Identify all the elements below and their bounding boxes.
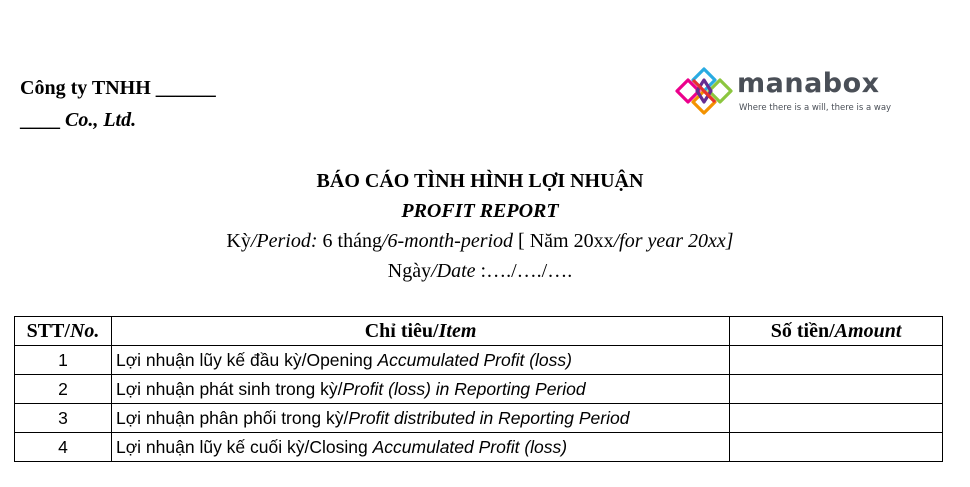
row-number: 4 bbox=[15, 433, 112, 462]
row-item-en: Accumulated Profit (loss) bbox=[377, 349, 572, 370]
row-number: 3 bbox=[15, 404, 112, 433]
row-item-en: Profit distributed in Reporting Period bbox=[348, 407, 630, 428]
report-title-vi: BÁO CÁO TÌNH HÌNH LỢI NHUẬN bbox=[316, 170, 644, 192]
period-year-vi: [ Năm 20xx bbox=[513, 230, 614, 252]
report-title-en: PROFIT REPORT bbox=[401, 200, 559, 222]
period-value-en: /6-month-period bbox=[381, 230, 514, 252]
table-row bbox=[15, 404, 943, 433]
manabox-tagline: Where there is a will, there is a way bbox=[739, 103, 892, 113]
row-number: 1 bbox=[15, 346, 112, 375]
header-amount bbox=[730, 317, 943, 346]
manabox-logo bbox=[675, 66, 905, 118]
header-item bbox=[111, 317, 729, 346]
profit-report-table bbox=[14, 316, 943, 462]
table-header-row bbox=[15, 317, 943, 346]
table-row bbox=[15, 375, 943, 404]
header-stt bbox=[15, 317, 112, 346]
header-item-en: Item bbox=[438, 319, 477, 342]
report-heading bbox=[0, 166, 960, 286]
row-amount[interactable] bbox=[730, 404, 943, 433]
date-label-vi: Ngày bbox=[387, 260, 432, 282]
row-item-vi: Lợi nhuận phát sinh trong kỳ/ bbox=[115, 378, 343, 399]
table-row bbox=[15, 346, 943, 375]
row-item bbox=[111, 375, 729, 404]
row-item bbox=[111, 404, 729, 433]
company-name-blank: ____ bbox=[20, 109, 65, 131]
row-item-en: Accumulated Profit (loss) bbox=[372, 436, 568, 457]
row-number: 2 bbox=[15, 375, 112, 404]
header-stt-en: No. bbox=[69, 319, 100, 342]
row-item-vi: Lợi nhuận lũy kế cuối kỳ/Closing bbox=[115, 436, 373, 457]
row-item-vi: Lợi nhuận phân phối trong kỳ/ bbox=[115, 407, 349, 428]
company-name-suffix: Co., Ltd. bbox=[65, 109, 137, 131]
report-date bbox=[0, 256, 960, 286]
row-item bbox=[111, 433, 729, 462]
row-item-en: Profit (loss) in Reporting Period bbox=[342, 378, 586, 399]
period-year-en: /for year 20xx] bbox=[613, 230, 734, 252]
row-amount[interactable] bbox=[730, 433, 943, 462]
header-amount-vi: Số tiền/ bbox=[770, 319, 835, 342]
manabox-logo-icon bbox=[675, 66, 733, 116]
row-item bbox=[111, 346, 729, 375]
row-item-vi: Lợi nhuận lũy kế đầu kỳ/Opening bbox=[115, 349, 378, 370]
company-name-en bbox=[20, 104, 216, 136]
date-label-en: /Date bbox=[431, 260, 476, 282]
date-value: :…./…./…. bbox=[475, 260, 573, 282]
header-item-vi: Chỉ tiêu/ bbox=[364, 319, 439, 342]
company-name-vi: Công ty TNHH ______ bbox=[20, 77, 216, 99]
period-value-vi: 6 tháng bbox=[317, 230, 382, 252]
manabox-logo-text: manabox bbox=[737, 68, 880, 99]
row-amount[interactable] bbox=[730, 375, 943, 404]
company-block bbox=[20, 72, 216, 136]
report-period bbox=[0, 226, 960, 256]
header-amount-en: Amount bbox=[834, 319, 902, 342]
period-label-vi: Kỳ bbox=[226, 230, 251, 252]
table-row bbox=[15, 433, 943, 462]
period-label-en: /Period: bbox=[250, 230, 318, 252]
header-stt-vi: STT/ bbox=[26, 319, 70, 342]
row-amount[interactable] bbox=[730, 346, 943, 375]
